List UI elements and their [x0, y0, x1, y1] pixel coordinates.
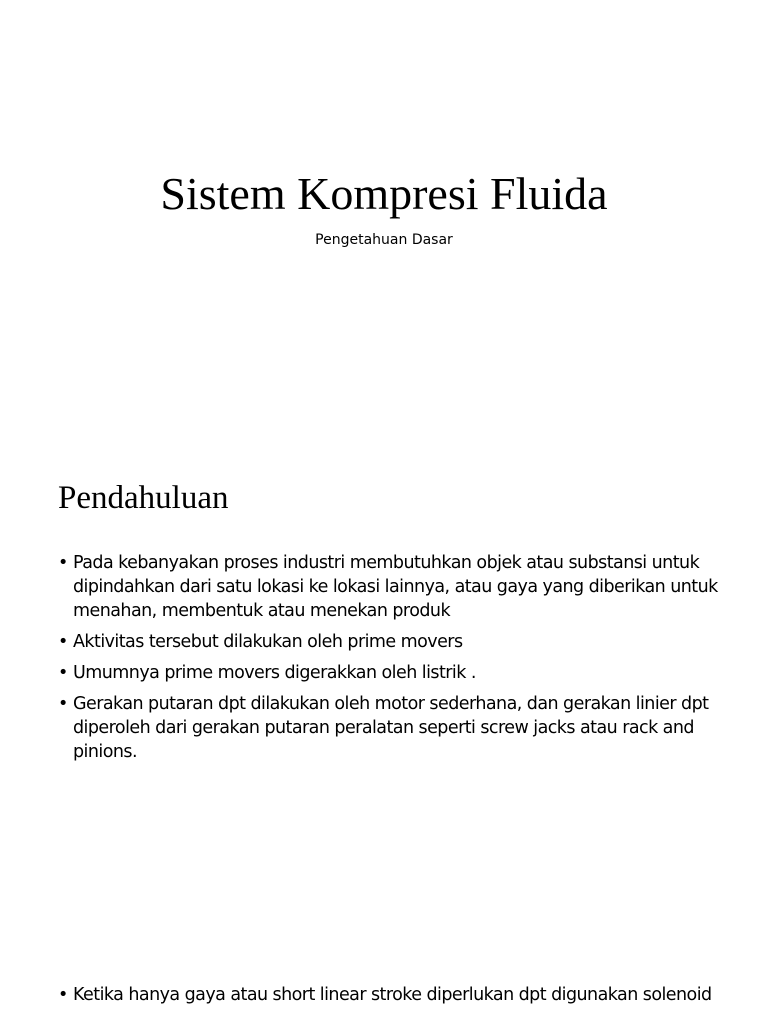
title-slide — [0, 0, 768, 432]
bullet-icon: • — [58, 694, 68, 714]
bullet-item — [58, 692, 718, 764]
bullet-item — [58, 630, 718, 654]
presentation-title: Sistem Kompresi Fluida — [160, 168, 608, 219]
bullet-item — [58, 661, 718, 685]
bullet-text: Gerakan putaran dpt dilakukan oleh motor sederhana, dan gerakan linier dpt diperoleh dari gerakan putaran peralatan seperti screw jacks atau rack and pinions. — [73, 694, 709, 762]
content-slide-partial — [0, 864, 768, 1024]
bullet-icon: • — [58, 663, 68, 683]
bullet-text: Aktivitas tersebut dilakukan oleh prime movers — [73, 632, 463, 652]
bullet-icon: • — [58, 632, 68, 652]
content-slide-pendahuluan — [0, 432, 768, 864]
bullet-item — [58, 983, 718, 1007]
slide-heading: Pendahuluan — [58, 480, 229, 516]
bullet-icon: • — [58, 553, 68, 573]
bullet-text: Ketika hanya gaya atau short linear stroke diperlukan dpt digunakan solenoid — [73, 985, 712, 1005]
presentation-subtitle: Pengetahuan Dasar — [315, 232, 453, 248]
bullet-item — [58, 551, 718, 623]
bullet-list — [58, 983, 718, 1014]
bullet-list — [58, 551, 718, 771]
bullet-text: Umumnya prime movers digerakkan oleh listrik . — [73, 663, 476, 683]
bullet-text: Pada kebanyakan proses industri membutuhkan objek atau substansi untuk dipindahkan dari satu lokasi ke lokasi lainnya, atau gaya yang diberikan untuk menahan, membentuk atau menekan produk — [73, 553, 718, 621]
bullet-icon: • — [58, 985, 68, 1005]
